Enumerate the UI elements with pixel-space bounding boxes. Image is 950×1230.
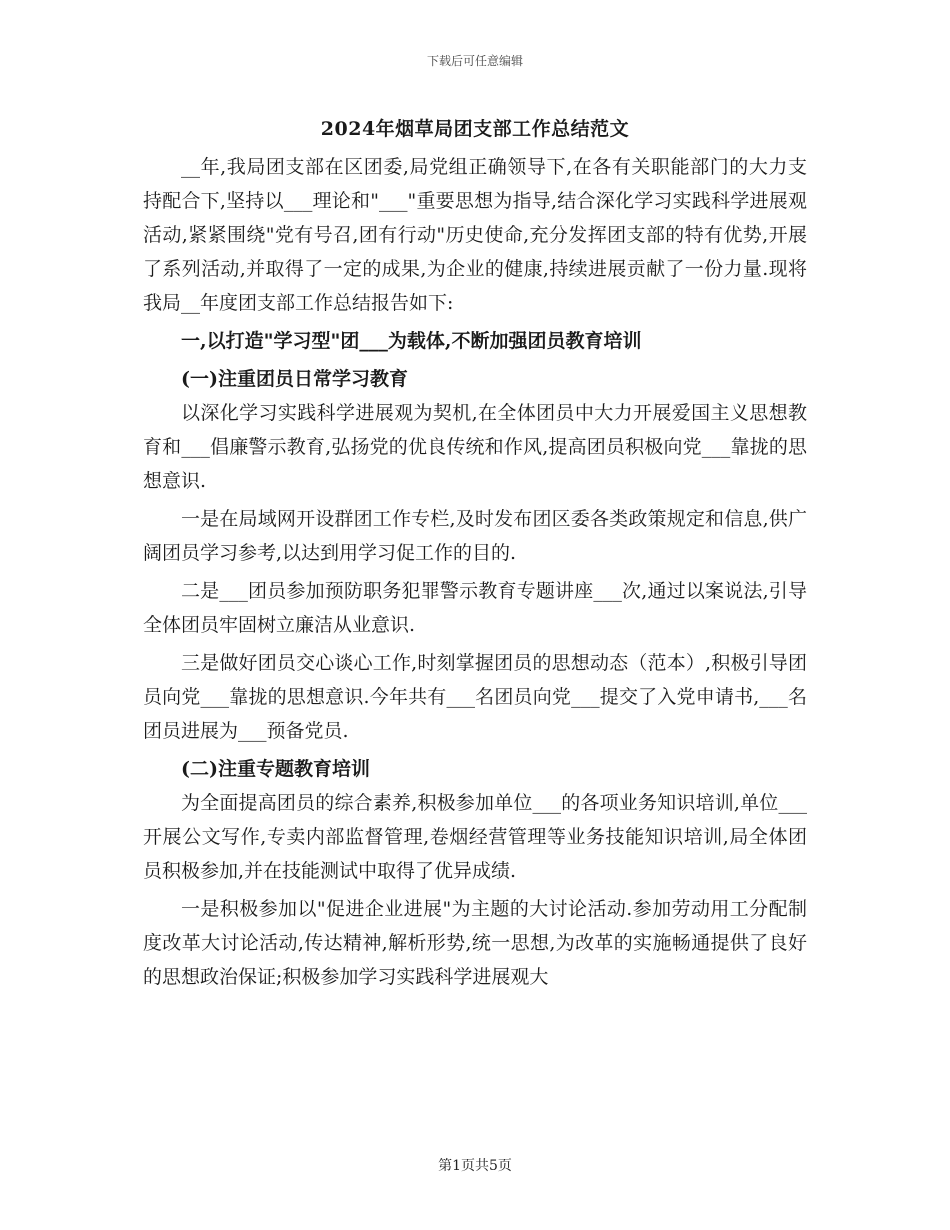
page-number: 第1页共5页 [438, 1158, 512, 1174]
document-body [143, 150, 807, 994]
paragraph: 二是___团员参加预防职务犯罪警示教育专题讲座___次,通过以案说法,引导全体团员牢固树立廉洁从业意识. [143, 580, 807, 636]
section-heading-1: 一,以打造"学习型"团___为载体,不断加强团员教育培训 [181, 330, 642, 352]
paragraph: 一是积极参加以"促进企业进展"为主题的大讨论活动.参加劳动用工分配制度改革大讨论活动,传达精神,解析形势,统一思想,为改革的实施畅通提供了良好的思想政治保证;积极参加学习实践科学进展观大 [143, 898, 807, 988]
subsection-heading-2: (二)注重专题教育培训 [181, 758, 370, 780]
page-header-note: 下载后可任意编辑 [426, 54, 523, 68]
intro-paragraph: __年,我局团支部在区团委,局党组正确领导下,在各有关职能部门的大力支持配合下,坚持以___理论和"___"重要思想为指导,结合深化学习实践科学进展观活动,紧紧围绕"党有号召,团有行动"历史使命,充分发挥团支部的特有优势,开展了系列活动,并取得了一定的成果,为企业的健康,持续进展贡献了一份力量.现将我局__年度团支部工作总结报告如下: [143, 156, 807, 314]
document-title: 2024年烟草局团支部工作总结范文 [320, 118, 630, 140]
paragraph: 一是在局域网开设群团工作专栏,及时发布团区委各类政策规定和信息,供广阔团员学习参考,以达到用学习促工作的目的. [143, 508, 807, 564]
paragraph: 为全面提高团员的综合素养,积极参加单位___的各项业务知识培训,单位___开展公文写作,专卖内部监督管理,卷烟经营管理等业务技能知识培训,局全体团员积极参加,并在技能测试中取得了优异成绩. [143, 792, 807, 882]
paragraph: 三是做好团员交心谈心工作,时刻掌握团员的思想动态（范本）,积极引导团员向党___靠拢的思想意识.今年共有___名团员向党___提交了入党申请书,___名团员进展为___预备党员. [143, 652, 807, 742]
paragraph: 以深化学习实践科学进展观为契机,在全体团员中大力开展爱国主义思想教育和___倡廉警示教育,弘扬党的优良传统和作风,提高团员积极向党___靠拢的思想意识. [143, 402, 807, 492]
subsection-heading-1: (一)注重团员日常学习教育 [181, 368, 408, 390]
